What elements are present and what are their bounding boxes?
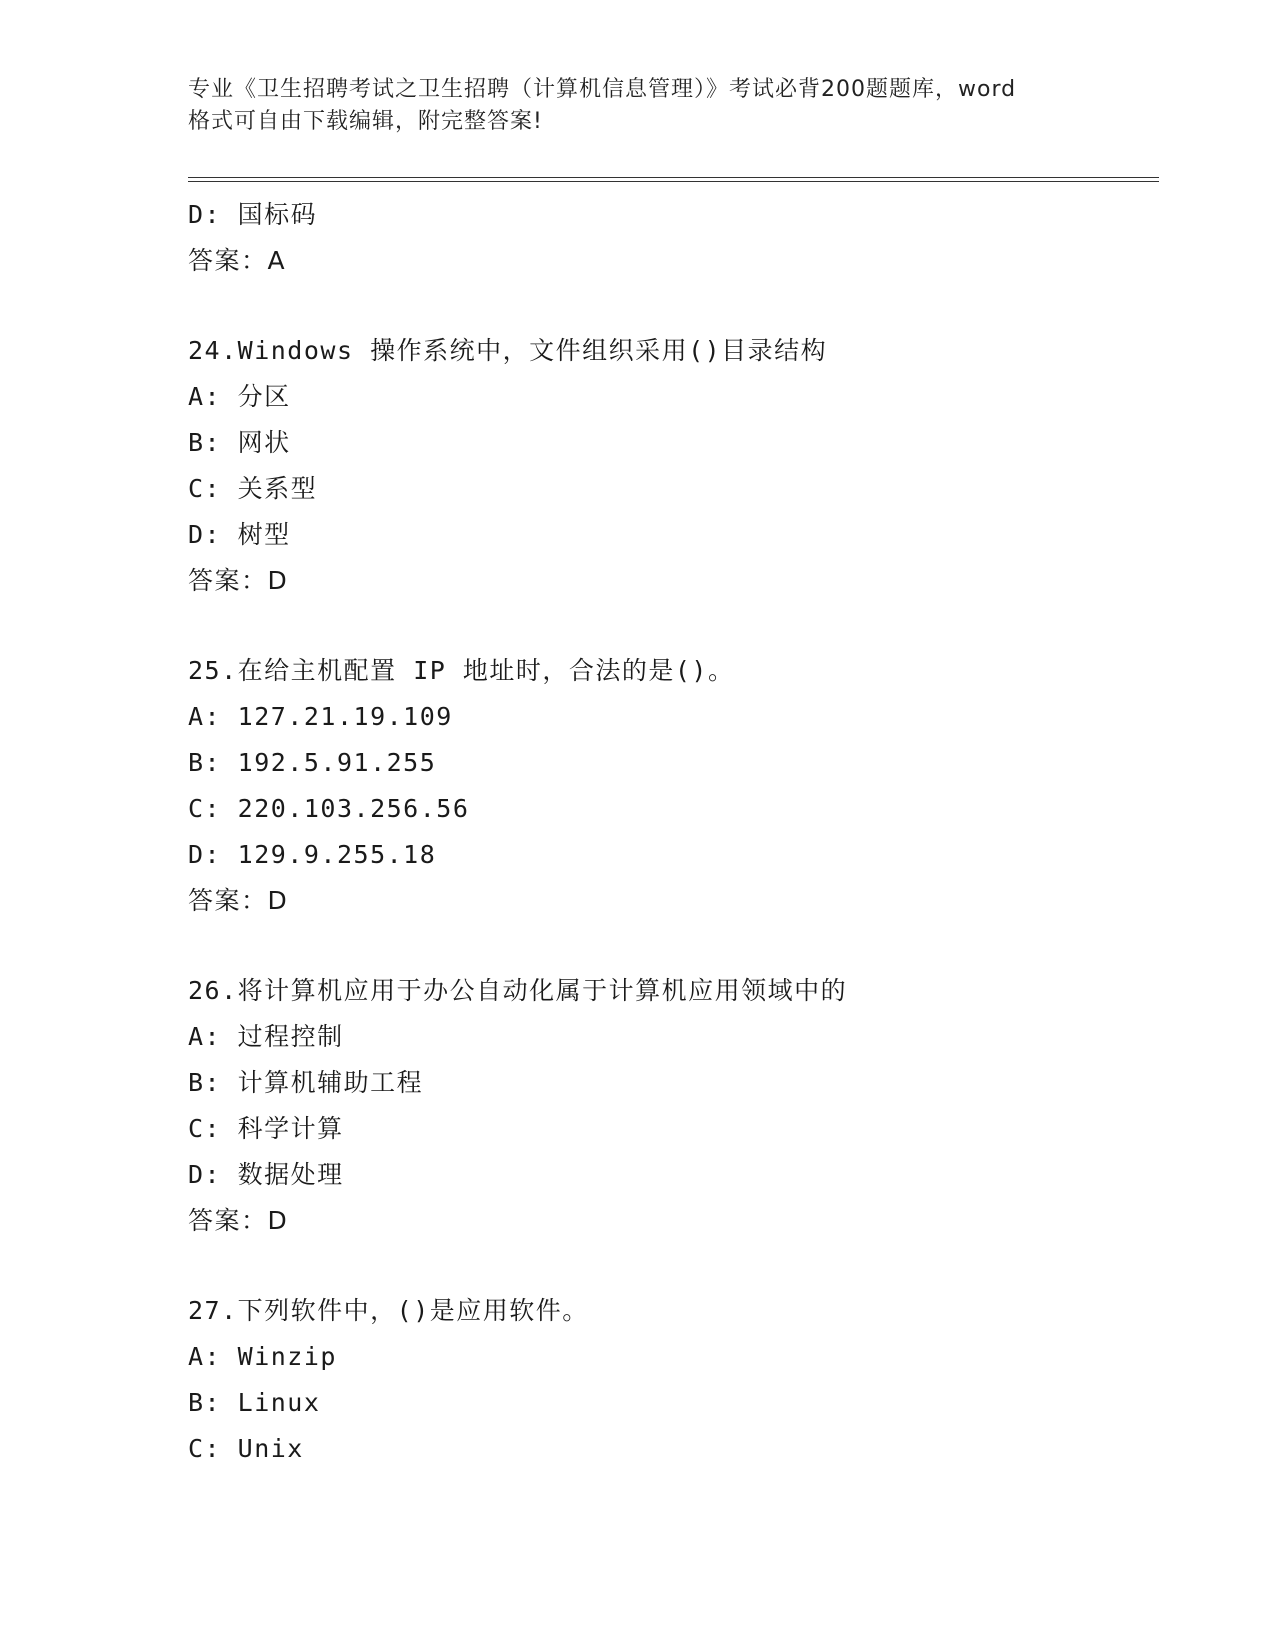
answer-line: 答案：D: [188, 566, 289, 595]
option-b: B: Linux: [188, 1388, 321, 1417]
option-a: A: 过程控制: [188, 1022, 344, 1051]
question-25: [188, 648, 1148, 924]
question-stem: 25.在给主机配置 IP 地址时，合法的是()。: [188, 656, 735, 685]
document-header: [188, 74, 1088, 138]
question-stem: 24.Windows 操作系统中，文件组织采用()目录结构: [188, 336, 828, 365]
option-d: D: 数据处理: [188, 1160, 344, 1189]
header-divider: [188, 177, 1159, 182]
option-b: B: 网状: [188, 428, 291, 457]
option-a: A: Winzip: [188, 1342, 337, 1371]
spacer: [188, 284, 1148, 328]
answer-line: 答案：D: [188, 886, 289, 915]
question-27: [188, 1288, 1148, 1472]
option-c: C: 科学计算: [188, 1114, 344, 1143]
answer-line: 答案：A: [188, 246, 287, 275]
option-a: A: 127.21.19.109: [188, 702, 453, 731]
spacer: [188, 1244, 1148, 1288]
option-a: A: 分区: [188, 382, 291, 411]
question-23-tail: [188, 192, 1148, 284]
question-stem: 26.将计算机应用于办公自动化属于计算机应用领域中的: [188, 976, 848, 1005]
question-stem: 27.下列软件中，()是应用软件。: [188, 1296, 589, 1325]
option-b: B: 192.5.91.255: [188, 748, 437, 777]
option-d: D: 树型: [188, 520, 291, 549]
option-b: B: 计算机辅助工程: [188, 1068, 424, 1097]
answer-line: 答案：D: [188, 1206, 289, 1235]
option-c: C: 220.103.256.56: [188, 794, 470, 823]
question-list: [188, 192, 1148, 1472]
header-title-line-1: 专业《卫生招聘考试之卫生招聘（计算机信息管理）》考试必背200题题库，word: [188, 77, 1017, 102]
option-c: C: Unix: [188, 1434, 304, 1463]
spacer: [188, 604, 1148, 648]
question-26: [188, 968, 1148, 1244]
header-title-line-2: 格式可自由下载编辑，附完整答案!: [188, 109, 543, 134]
option-d: D: 国标码: [188, 200, 318, 229]
question-24: [188, 328, 1148, 604]
option-d: D: 129.9.255.18: [188, 840, 437, 869]
spacer: [188, 924, 1148, 968]
option-c: C: 关系型: [188, 474, 318, 503]
